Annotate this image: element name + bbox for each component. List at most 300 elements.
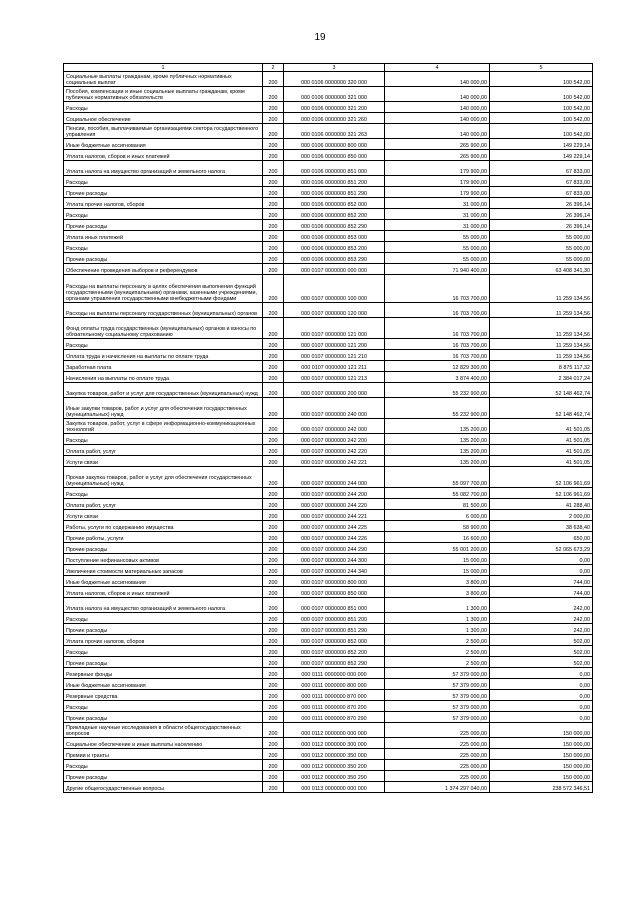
row-name-cell: Расходы <box>64 209 263 220</box>
row-kbk-cell: 000 0107 0000000 244 340 <box>284 565 385 576</box>
table-row <box>64 231 593 242</box>
row-plan-cell: 225 000,00 <box>385 738 490 749</box>
row-name-cell: Работы, услуги по содержанию имущества <box>64 521 263 532</box>
row-plan-cell: 135 200,00 <box>385 456 490 467</box>
table-row <box>64 635 593 646</box>
row-name-cell: Прочие расходы <box>64 771 263 782</box>
row-plan-cell: 140 000,00 <box>385 72 490 87</box>
row-code-cell: 200 <box>263 361 284 372</box>
row-kbk-cell: 000 0106 0000000 851 000 <box>284 161 385 176</box>
row-code-cell: 200 <box>263 576 284 587</box>
row-code-cell: 200 <box>263 749 284 760</box>
row-code-cell: 200 <box>263 771 284 782</box>
column-header-5: 5 <box>490 64 593 72</box>
row-fact-cell: 502,00 <box>490 635 593 646</box>
table-row <box>64 510 593 521</box>
row-code-cell: 200 <box>263 231 284 242</box>
row-plan-cell: 16 600,00 <box>385 532 490 543</box>
table-row <box>64 456 593 467</box>
row-plan-cell: 57 379 000,00 <box>385 690 490 701</box>
row-fact-cell: 63 408 341,30 <box>490 264 593 275</box>
row-kbk-cell: 000 0107 0000000 000 000 <box>284 264 385 275</box>
row-fact-cell: 52 148 462,74 <box>490 383 593 398</box>
table-row <box>64 543 593 554</box>
row-plan-cell: 31 000,00 <box>385 198 490 209</box>
row-plan-cell: 57 379 000,00 <box>385 679 490 690</box>
row-code-cell: 200 <box>263 445 284 456</box>
row-plan-cell: 55 082 700,00 <box>385 488 490 499</box>
row-code-cell: 200 <box>263 668 284 679</box>
row-plan-cell: 6 000,00 <box>385 510 490 521</box>
row-code-cell: 200 <box>263 303 284 318</box>
row-fact-cell: 2 000,00 <box>490 510 593 521</box>
row-name-cell: Прикладные научные исследования в области общегосударственных вопросов <box>64 723 263 738</box>
row-code-cell: 200 <box>263 253 284 264</box>
table-row <box>64 242 593 253</box>
row-fact-cell: 41 501,05 <box>490 445 593 456</box>
budget-table <box>63 63 593 793</box>
row-code-cell: 200 <box>263 161 284 176</box>
row-fact-cell: 55 000,00 <box>490 231 593 242</box>
row-plan-cell: 12 829 300,00 <box>385 361 490 372</box>
row-code-cell: 200 <box>263 635 284 646</box>
table-row <box>64 113 593 124</box>
row-kbk-cell: 000 0112 0000000 350 290 <box>284 771 385 782</box>
table-row <box>64 275 593 303</box>
row-fact-cell: 52 106 961,69 <box>490 467 593 488</box>
table-body <box>64 72 593 793</box>
row-fact-cell: 100 542,00 <box>490 113 593 124</box>
table-row <box>64 521 593 532</box>
row-code-cell: 200 <box>263 598 284 613</box>
table-row <box>64 434 593 445</box>
header-row <box>64 64 593 72</box>
row-code-cell: 200 <box>263 187 284 198</box>
table-row <box>64 139 593 150</box>
table-row <box>64 738 593 749</box>
table-row <box>64 565 593 576</box>
table-row <box>64 723 593 738</box>
row-code-cell: 200 <box>263 275 284 303</box>
row-plan-cell: 140 000,00 <box>385 124 490 139</box>
row-plan-cell: 225 000,00 <box>385 749 490 760</box>
table-row <box>64 350 593 361</box>
table-row <box>64 467 593 488</box>
row-kbk-cell: 000 0106 0000000 320 000 <box>284 72 385 87</box>
table-row <box>64 339 593 350</box>
table-row <box>64 361 593 372</box>
row-kbk-cell: 000 0107 0000000 244 225 <box>284 521 385 532</box>
table-row <box>64 253 593 264</box>
row-name-cell: Оплата труда и начисления на выплаты по оплате труда <box>64 350 263 361</box>
row-name-cell: Расходы <box>64 646 263 657</box>
row-fact-cell: 242,00 <box>490 624 593 635</box>
row-name-cell: Резервные фонды <box>64 668 263 679</box>
row-kbk-cell: 000 0107 0000000 851 200 <box>284 613 385 624</box>
table-row <box>64 554 593 565</box>
row-fact-cell: 26 396,14 <box>490 198 593 209</box>
row-plan-cell: 1 300,00 <box>385 613 490 624</box>
row-code-cell: 200 <box>263 723 284 738</box>
row-fact-cell: 41 501,05 <box>490 434 593 445</box>
row-kbk-cell: 000 0107 0000000 244 221 <box>284 510 385 521</box>
row-code-cell: 200 <box>263 646 284 657</box>
row-code-cell: 200 <box>263 782 284 793</box>
row-plan-cell: 140 000,00 <box>385 102 490 113</box>
row-code-cell: 200 <box>263 372 284 383</box>
row-plan-cell: 81 500,00 <box>385 499 490 510</box>
row-code-cell: 200 <box>263 679 284 690</box>
row-name-cell: Заработная плата <box>64 361 263 372</box>
row-code-cell: 200 <box>263 624 284 635</box>
row-name-cell: Иные закупки товаров, работ и услуг для обеспечения государственных (муниципальных) нужд <box>64 398 263 419</box>
row-fact-cell: 0,00 <box>490 565 593 576</box>
row-fact-cell: 52 106 961,69 <box>490 488 593 499</box>
row-plan-cell: 2 500,00 <box>385 646 490 657</box>
table-row <box>64 499 593 510</box>
row-kbk-cell: 000 0106 0000000 853 290 <box>284 253 385 264</box>
row-code-cell: 200 <box>263 456 284 467</box>
row-plan-cell: 71 940 400,00 <box>385 264 490 275</box>
row-name-cell: Иные бюджетные ассигнования <box>64 139 263 150</box>
row-fact-cell: 0,00 <box>490 712 593 723</box>
row-name-cell: Расходы <box>64 613 263 624</box>
row-fact-cell: 11 259 134,56 <box>490 318 593 339</box>
row-name-cell: Пенсии, пособия, выплачиваемые организациями сектора государственного управления <box>64 124 263 139</box>
row-plan-cell: 58 900,00 <box>385 521 490 532</box>
row-fact-cell: 242,00 <box>490 613 593 624</box>
row-code-cell: 200 <box>263 350 284 361</box>
row-kbk-cell: 000 0107 0000000 244 290 <box>284 543 385 554</box>
row-code-cell: 200 <box>263 339 284 350</box>
row-fact-cell: 41 288,40 <box>490 499 593 510</box>
row-name-cell: Уплата иных платежей <box>64 231 263 242</box>
row-fact-cell: 0,00 <box>490 679 593 690</box>
row-code-cell: 200 <box>263 467 284 488</box>
row-fact-cell: 0,00 <box>490 690 593 701</box>
row-kbk-cell: 000 0107 0000000 850 000 <box>284 587 385 598</box>
row-kbk-cell: 000 0106 0000000 853 200 <box>284 242 385 253</box>
row-plan-cell: 16 703 700,00 <box>385 350 490 361</box>
row-code-cell: 200 <box>263 701 284 712</box>
table-row <box>64 383 593 398</box>
table-row <box>64 587 593 598</box>
table-row <box>64 150 593 161</box>
row-code-cell: 200 <box>263 264 284 275</box>
row-name-cell: Социальное обеспечение и иные выплаты населению <box>64 738 263 749</box>
row-kbk-cell: 000 0107 0000000 852 000 <box>284 635 385 646</box>
table-row <box>64 668 593 679</box>
column-header-4: 4 <box>385 64 490 72</box>
row-code-cell: 200 <box>263 113 284 124</box>
row-name-cell: Закупка товаров, работ, услуг в сфере информационно-коммуникационных технологий <box>64 419 263 434</box>
row-name-cell: Уплата налога на имущество организаций и земельного налога <box>64 598 263 613</box>
row-fact-cell: 11 259 134,56 <box>490 303 593 318</box>
row-code-cell: 200 <box>263 587 284 598</box>
row-code-cell: 200 <box>263 543 284 554</box>
row-code-cell: 200 <box>263 712 284 723</box>
table-row <box>64 372 593 383</box>
row-code-cell: 200 <box>263 176 284 187</box>
row-plan-cell: 179 900,00 <box>385 187 490 198</box>
row-name-cell: Другие общегосударственные вопросы <box>64 782 263 793</box>
row-fact-cell: 52 065 673,29 <box>490 543 593 554</box>
row-plan-cell: 57 379 000,00 <box>385 712 490 723</box>
row-kbk-cell: 000 0107 0000000 100 000 <box>284 275 385 303</box>
row-kbk-cell: 000 0107 0000000 851 000 <box>284 598 385 613</box>
row-fact-cell: 26 396,14 <box>490 220 593 231</box>
row-fact-cell: 11 259 134,56 <box>490 350 593 361</box>
row-plan-cell: 179 900,00 <box>385 161 490 176</box>
row-kbk-cell: 000 0106 0000000 853 000 <box>284 231 385 242</box>
row-kbk-cell: 000 0106 0000000 321 200 <box>284 102 385 113</box>
row-kbk-cell: 000 0111 0000000 000 000 <box>284 668 385 679</box>
row-name-cell: Прочие работы, услуги <box>64 532 263 543</box>
row-name-cell: Увеличение стоимости материальных запасов <box>64 565 263 576</box>
table-row <box>64 749 593 760</box>
row-name-cell: Резервные средства <box>64 690 263 701</box>
row-name-cell: Социальное обеспечение <box>64 113 263 124</box>
row-plan-cell: 179 900,00 <box>385 176 490 187</box>
row-name-cell: Расходы <box>64 760 263 771</box>
row-fact-cell: 100 542,00 <box>490 72 593 87</box>
row-code-cell: 200 <box>263 565 284 576</box>
row-fact-cell: 238 572 346,51 <box>490 782 593 793</box>
row-plan-cell: 31 000,00 <box>385 220 490 231</box>
table-row <box>64 419 593 434</box>
row-plan-cell: 1 300,00 <box>385 598 490 613</box>
row-fact-cell: 11 259 134,56 <box>490 275 593 303</box>
table-row <box>64 613 593 624</box>
table-row <box>64 72 593 87</box>
row-code-cell: 200 <box>263 738 284 749</box>
row-fact-cell: 0,00 <box>490 554 593 565</box>
row-name-cell: Пособия, компенсации и иные социальные выплаты гражданам, кроме публичных нормативных обязательств <box>64 87 263 102</box>
row-plan-cell: 55 000,00 <box>385 231 490 242</box>
row-fact-cell: 744,00 <box>490 576 593 587</box>
row-plan-cell: 2 500,00 <box>385 657 490 668</box>
row-kbk-cell: 000 0112 0000000 000 000 <box>284 723 385 738</box>
row-kbk-cell: 000 0106 0000000 852 000 <box>284 198 385 209</box>
row-fact-cell: 0,00 <box>490 668 593 679</box>
row-plan-cell: 31 000,00 <box>385 209 490 220</box>
row-code-cell: 200 <box>263 510 284 521</box>
row-fact-cell: 150 000,00 <box>490 771 593 782</box>
row-plan-cell: 225 000,00 <box>385 723 490 738</box>
row-plan-cell: 140 000,00 <box>385 87 490 102</box>
row-name-cell: Закупка товаров, работ и услуг для государственных (муниципальных) нужд <box>64 383 263 398</box>
row-fact-cell: 100 542,00 <box>490 124 593 139</box>
row-kbk-cell: 000 0107 0000000 121 200 <box>284 339 385 350</box>
row-plan-cell: 135 200,00 <box>385 445 490 456</box>
row-kbk-cell: 000 0106 0000000 851 290 <box>284 187 385 198</box>
row-kbk-cell: 000 0106 0000000 321 260 <box>284 113 385 124</box>
table-row <box>64 701 593 712</box>
row-name-cell: Расходы <box>64 488 263 499</box>
table-row <box>64 187 593 198</box>
row-kbk-cell: 000 0106 0000000 850 000 <box>284 150 385 161</box>
table-row <box>64 782 593 793</box>
row-plan-cell: 15 000,00 <box>385 554 490 565</box>
row-name-cell: Начисления на выплаты по оплате труда <box>64 372 263 383</box>
row-fact-cell: 67 833,00 <box>490 187 593 198</box>
row-plan-cell: 2 500,00 <box>385 635 490 646</box>
table-row <box>64 657 593 668</box>
row-code-cell: 200 <box>263 521 284 532</box>
row-name-cell: Прочие расходы <box>64 712 263 723</box>
row-fact-cell: 26 396,14 <box>490 209 593 220</box>
row-name-cell: Иные бюджетные ассигнования <box>64 576 263 587</box>
row-kbk-cell: 000 0107 0000000 121 210 <box>284 350 385 361</box>
row-kbk-cell: 000 0106 0000000 321 263 <box>284 124 385 139</box>
row-fact-cell: 150 000,00 <box>490 760 593 771</box>
table-row <box>64 576 593 587</box>
row-plan-cell: 55 000,00 <box>385 242 490 253</box>
row-name-cell: Прочие расходы <box>64 220 263 231</box>
row-name-cell: Уплата прочих налогов, сборов <box>64 198 263 209</box>
row-fact-cell: 0,00 <box>490 701 593 712</box>
row-kbk-cell: 000 0107 0000000 242 220 <box>284 445 385 456</box>
row-fact-cell: 2 384 017,24 <box>490 372 593 383</box>
row-name-cell: Прочие расходы <box>64 543 263 554</box>
row-name-cell: Услуги связи <box>64 510 263 521</box>
row-kbk-cell: 000 0112 0000000 350 000 <box>284 749 385 760</box>
row-code-cell: 200 <box>263 72 284 87</box>
table-row <box>64 220 593 231</box>
table-row <box>64 264 593 275</box>
row-name-cell: Прочая закупка товаров, работ и услуг для обеспечения государственных (муниципальных) нужд <box>64 467 263 488</box>
column-header-1: 1 <box>64 64 263 72</box>
row-plan-cell: 55 232 900,00 <box>385 398 490 419</box>
table-row <box>64 124 593 139</box>
row-name-cell: Расходы <box>64 339 263 350</box>
table-row <box>64 690 593 701</box>
row-kbk-cell: 000 0106 0000000 852 290 <box>284 220 385 231</box>
row-fact-cell: 150 000,00 <box>490 738 593 749</box>
row-kbk-cell: 000 0107 0000000 244 226 <box>284 532 385 543</box>
row-plan-cell: 135 200,00 <box>385 419 490 434</box>
row-plan-cell: 16 703 700,00 <box>385 303 490 318</box>
row-kbk-cell: 000 0107 0000000 244 300 <box>284 554 385 565</box>
row-code-cell: 200 <box>263 198 284 209</box>
table-row <box>64 398 593 419</box>
row-kbk-cell: 000 0106 0000000 321 000 <box>284 87 385 102</box>
row-code-cell: 200 <box>263 102 284 113</box>
row-name-cell: Расходы <box>64 242 263 253</box>
row-kbk-cell: 000 0112 0000000 350 200 <box>284 760 385 771</box>
row-plan-cell: 16 703 700,00 <box>385 339 490 350</box>
row-fact-cell: 502,00 <box>490 657 593 668</box>
row-code-cell: 200 <box>263 499 284 510</box>
row-fact-cell: 502,00 <box>490 646 593 657</box>
row-code-cell: 200 <box>263 690 284 701</box>
row-name-cell: Уплата налога на имущество организаций и земельного налога <box>64 161 263 176</box>
row-plan-cell: 225 000,00 <box>385 760 490 771</box>
table-row <box>64 318 593 339</box>
row-code-cell: 200 <box>263 242 284 253</box>
row-code-cell: 200 <box>263 383 284 398</box>
row-name-cell: Расходы <box>64 102 263 113</box>
row-name-cell: Уплата налогов, сборов и иных платежей <box>64 150 263 161</box>
row-name-cell: Прочие расходы <box>64 657 263 668</box>
row-code-cell: 200 <box>263 434 284 445</box>
row-code-cell: 200 <box>263 139 284 150</box>
row-name-cell: Прочие расходы <box>64 253 263 264</box>
row-fact-cell: 744,00 <box>490 587 593 598</box>
row-kbk-cell: 000 0111 0000000 870 290 <box>284 712 385 723</box>
row-plan-cell: 55 000,00 <box>385 253 490 264</box>
row-code-cell: 200 <box>263 554 284 565</box>
row-name-cell: Оплата работ, услуг <box>64 499 263 510</box>
row-kbk-cell: 000 0106 0000000 851 200 <box>284 176 385 187</box>
row-kbk-cell: 000 0107 0000000 244 220 <box>284 499 385 510</box>
table-row <box>64 771 593 782</box>
table-row <box>64 488 593 499</box>
table-row <box>64 712 593 723</box>
row-plan-cell: 55 001 200,00 <box>385 543 490 554</box>
row-fact-cell: 150 000,00 <box>490 749 593 760</box>
row-plan-cell: 3 874 400,00 <box>385 372 490 383</box>
row-fact-cell: 150 000,00 <box>490 723 593 738</box>
row-code-cell: 200 <box>263 532 284 543</box>
row-fact-cell: 55 000,00 <box>490 242 593 253</box>
row-name-cell: Расходы на выплаты персоналу государственных (муниципальных) органов <box>64 303 263 318</box>
row-name-cell: Расходы на выплаты персоналу в целях обеспечения выполнения функций государственными (муниципальными) органами, казенными учреждениями, органами управления государственными внебюджетными фондами <box>64 275 263 303</box>
row-name-cell: Обеспечение проведения выборов и референдумов <box>64 264 263 275</box>
row-code-cell: 200 <box>263 760 284 771</box>
table-row <box>64 598 593 613</box>
row-kbk-cell: 000 0107 0000000 240 000 <box>284 398 385 419</box>
row-kbk-cell: 000 0113 0000000 000 000 <box>284 782 385 793</box>
column-header-3: 3 <box>284 64 385 72</box>
row-code-cell: 200 <box>263 150 284 161</box>
row-kbk-cell: 000 0107 0000000 120 000 <box>284 303 385 318</box>
row-plan-cell: 140 000,00 <box>385 113 490 124</box>
row-kbk-cell: 000 0107 0000000 852 200 <box>284 646 385 657</box>
row-kbk-cell: 000 0107 0000000 244 000 <box>284 467 385 488</box>
row-kbk-cell: 000 0107 0000000 242 200 <box>284 434 385 445</box>
row-kbk-cell: 000 0107 0000000 200 000 <box>284 383 385 398</box>
row-code-cell: 200 <box>263 419 284 434</box>
row-code-cell: 200 <box>263 398 284 419</box>
row-kbk-cell: 000 0107 0000000 121 000 <box>284 318 385 339</box>
table-row <box>64 445 593 456</box>
row-name-cell: Фонд оплаты труда государственных (муниципальных) органов и взносы по обязательному социальному страхованию <box>64 318 263 339</box>
row-fact-cell: 67 833,00 <box>490 161 593 176</box>
row-fact-cell: 52 148 462,74 <box>490 398 593 419</box>
row-fact-cell: 149 229,14 <box>490 150 593 161</box>
row-kbk-cell: 000 0111 0000000 870 000 <box>284 690 385 701</box>
row-name-cell: Уплата прочих налогов, сборов <box>64 635 263 646</box>
row-plan-cell: 16 703 700,00 <box>385 275 490 303</box>
row-name-cell: Премии и гранты <box>64 749 263 760</box>
row-plan-cell: 265 900,00 <box>385 150 490 161</box>
row-plan-cell: 1 300,00 <box>385 624 490 635</box>
row-plan-cell: 3 800,00 <box>385 576 490 587</box>
row-fact-cell: 67 833,00 <box>490 176 593 187</box>
row-name-cell: Иные бюджетные ассигнования <box>64 679 263 690</box>
row-name-cell: Расходы <box>64 701 263 712</box>
row-fact-cell: 11 259 134,56 <box>490 339 593 350</box>
row-kbk-cell: 000 0107 0000000 121 213 <box>284 372 385 383</box>
row-plan-cell: 55 232 900,00 <box>385 383 490 398</box>
row-kbk-cell: 000 0107 0000000 851 290 <box>284 624 385 635</box>
row-code-cell: 200 <box>263 124 284 139</box>
row-name-cell: Поступление нефинансовых активов <box>64 554 263 565</box>
row-fact-cell: 100 542,00 <box>490 102 593 113</box>
row-fact-cell: 41 501,05 <box>490 419 593 434</box>
row-fact-cell: 55 000,00 <box>490 253 593 264</box>
